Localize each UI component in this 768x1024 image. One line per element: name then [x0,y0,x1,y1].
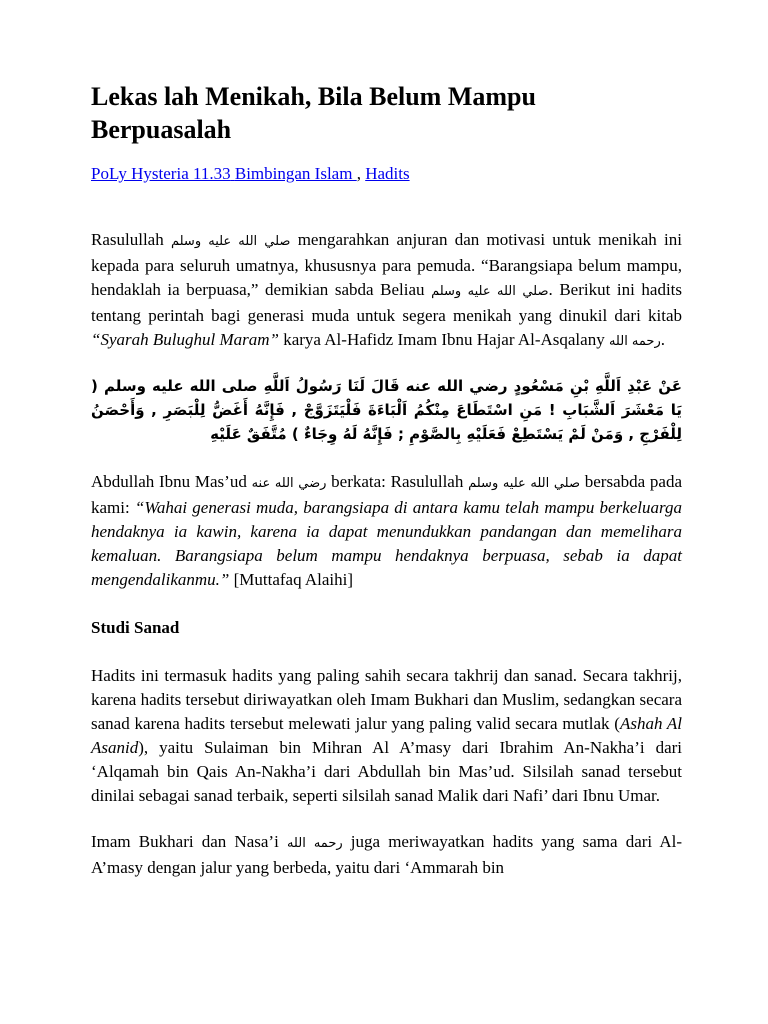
arabic-honorific: صلي الله عليه وسلم [170,234,291,249]
paragraph-intro: Rasulullah صلي الله عليه وسلم mengarahkan anjuran dan motivasi untuk menikah ini kepada para seluruh umatnya, khususnya para pemuda. “Barangsiapa belum mampu, hendaklah ia berpuasa,” demikian sabda Beliau صلي الله عليه وسلم. Berikut ini hadits tentang perintah bagi generasi muda untuk segera menikah yang dinukil dari kitab “Syarah Bulughul Maram” karya Al-Hafidz Imam Ibnu Hajar Al-Asqalany رحمه الله. [91,230,683,349]
arabic-honorific: رحمه الله [608,334,661,349]
section-heading: Studi Sanad [91,618,180,637]
book-title: “Syarah Bulughul Maram” [91,330,279,349]
arabic-honorific: صلي الله عليه وسلم [431,284,549,299]
paragraph-bukhari: Imam Bukhari dan Nasa’i رحمه الله juga meriwayatkan hadits yang sama dari Al-A’masy dengan jalur yang berbeda, yaitu dari ‘Ammarah bin [91,832,682,877]
paragraph-translation: Abdullah Ibnu Mas’ud رضي الله عنه berkata: Rasulullah صلي الله عليه وسلم bersabda pada kami: “Wahai generasi muda, barangsiapa di antara kamu telah mampu berkeluarga hendaknya ia kawin, karena ia dapat menundukkan pandangan dan memelihara kemaluan. Barangsiapa belum mampu hendaknya berpuasa, sebab ia dapat mengendalikanmu.” [Muttafaq Alaihi] [91,472,682,589]
author-link[interactable]: PoLy Hysteria 11.33 Bimbingan Islam [91,164,357,183]
article-title: Lekas lah Menikah, Bila Belum Mampu Berpuasalah [91,82,536,144]
arabic-honorific: رضي الله عنه [251,476,327,491]
arabic-honorific: رحمه الله [286,836,343,851]
term-italic: Ashah Al Asanid [91,714,682,757]
paragraph-sanad: Hadits ini termasuk hadits yang paling sahih secara takhrij dan sanad. Secara takhrij, karena hadits tersebut diriwayatkan oleh Imam Bukhari dan Muslim, sedangkan secara sanad karena hadits tersebut melewati jalur yang paling valid secara mutlak (Ashah Al Asanid), yaitu Sulaiman bin Mihran Al A’masy dari Ibrahim An-Nakha’i dari ‘Alqamah bin Qais An-Nakha’i dari Abdullah bin Mas’ud. Silsilah sanad tersebut dinilai sebagai sanad terbaik, seperti silsilah sanad Malik dari Nafi’ dari Ibnu Umar. [91,666,682,805]
meta-separator: , [356,164,366,183]
hadith-quote: “Wahai generasi muda, barangsiapa di antara kamu telah mampu berkeluarga hendaknya ia kawin, karena ia dapat menundukkan pandangan dan memelihara kemaluan. Barangsiapa belum mampu hendaknya berpuasa, sebab ia dapat mengendalikanmu.” [91,498,682,589]
arabic-hadith-text: عَنْ عَبْدِ اَللَّهِ بْنِ مَسْعُودٍ رضي الله عنه قَالَ لَنَا رَسُولُ اَللَّهِ صلى الله عليه وسلم ( يَا مَعْشَرَ اَلشَّبَابِ ! مَنِ اسْتَطَاعَ مِنْكُمُ اَلْبَاءَةَ فَلْيَتَزَوَّجْ , فَإِنَّهُ أَغَضُّ لِلْبَصَرِ , وَأَحْصَنُ لِلْفَرْجِ , وَمَنْ لَمْ يَسْتَطِعْ فَعَلَيْهِ بِالصَّوْمِ ; فَإِنَّهُ لَهُ وِجَاءٌ ) مُتَّفَقٌ عَلَيْهِ [91,377,682,443]
arabic-honorific: صلي الله عليه وسلم [468,476,581,491]
category-link-hadits[interactable]: Hadits [365,164,410,183]
post-meta [91,162,682,186]
